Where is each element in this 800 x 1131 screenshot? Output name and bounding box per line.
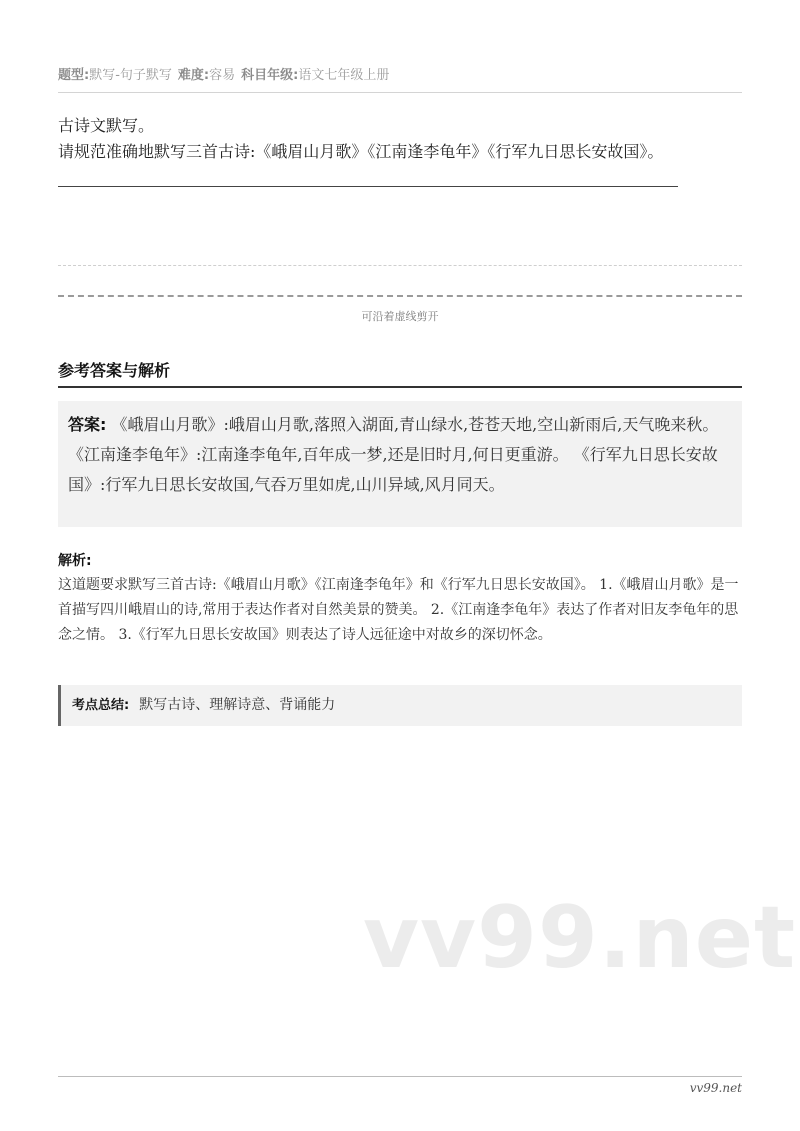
section-divider (58, 386, 742, 388)
answer-blank-line (58, 186, 678, 187)
section-title: 参考答案与解析 (58, 361, 171, 380)
cut-instruction: 可沿着虚线剪开 (361, 310, 439, 323)
difficulty-label: 难度: (177, 68, 210, 83)
question-title: 古诗文默写。 (58, 116, 155, 135)
cut-line-light (58, 265, 742, 266)
summary-label: 考点总结: (72, 698, 130, 713)
footer-site-label: vv99.net (689, 1081, 742, 1095)
meta-divider (58, 92, 742, 93)
question-type-label: 题型: (58, 68, 90, 83)
analysis-label: 解析: (58, 553, 92, 569)
footer-divider (58, 1076, 742, 1077)
answer-text: 《峨眉山月歌》:峨眉山月歌,落照入湖面,青山绿水,苍苍天地,空山新雨后,天气晚来秋。 《江南逢李龟年》:江南逢李龟年,百年成一梦,还是旧时月,何日更重游。 《行军九日思长安故国》:行军九日思长安故国,气吞万里如虎,山川异域,风月同天。 (68, 415, 719, 494)
grade-label: 科目年级: (241, 68, 299, 83)
difficulty-value: 容易 (209, 68, 236, 83)
question-instruction: 请规范准确地默写三首古诗:《峨眉山月歌》《江南逢李龟年》《行军九日思长安故国》。 (58, 142, 664, 161)
summary-box (58, 685, 742, 726)
question-meta-bar (58, 64, 742, 83)
summary-text: 默写古诗、理解诗意、背诵能力 (139, 697, 336, 713)
watermark: vv99.net (363, 888, 797, 988)
cut-line (58, 295, 742, 297)
analysis-text: 这道题要求默写三首古诗:《峨眉山月歌》《江南逢李龟年》和《行军九日思长安故国》。 1.《峨眉山月歌》是一首描写四川峨眉山的诗,常用于表达作者对自然美景的赞美。 2.《江南逢李龟年》表达了作者对旧友李龟年的思念之情。 3.《行军九日思长安故国》则表达了诗人远征途中对故乡的深切怀念。 (58, 577, 739, 643)
grade-value: 语文七年级上册 (298, 68, 390, 83)
answer-box (58, 401, 742, 527)
answer-label: 答案: (68, 415, 107, 434)
question-type-value: 默写-句子默写 (89, 68, 172, 83)
question-block (58, 113, 758, 165)
